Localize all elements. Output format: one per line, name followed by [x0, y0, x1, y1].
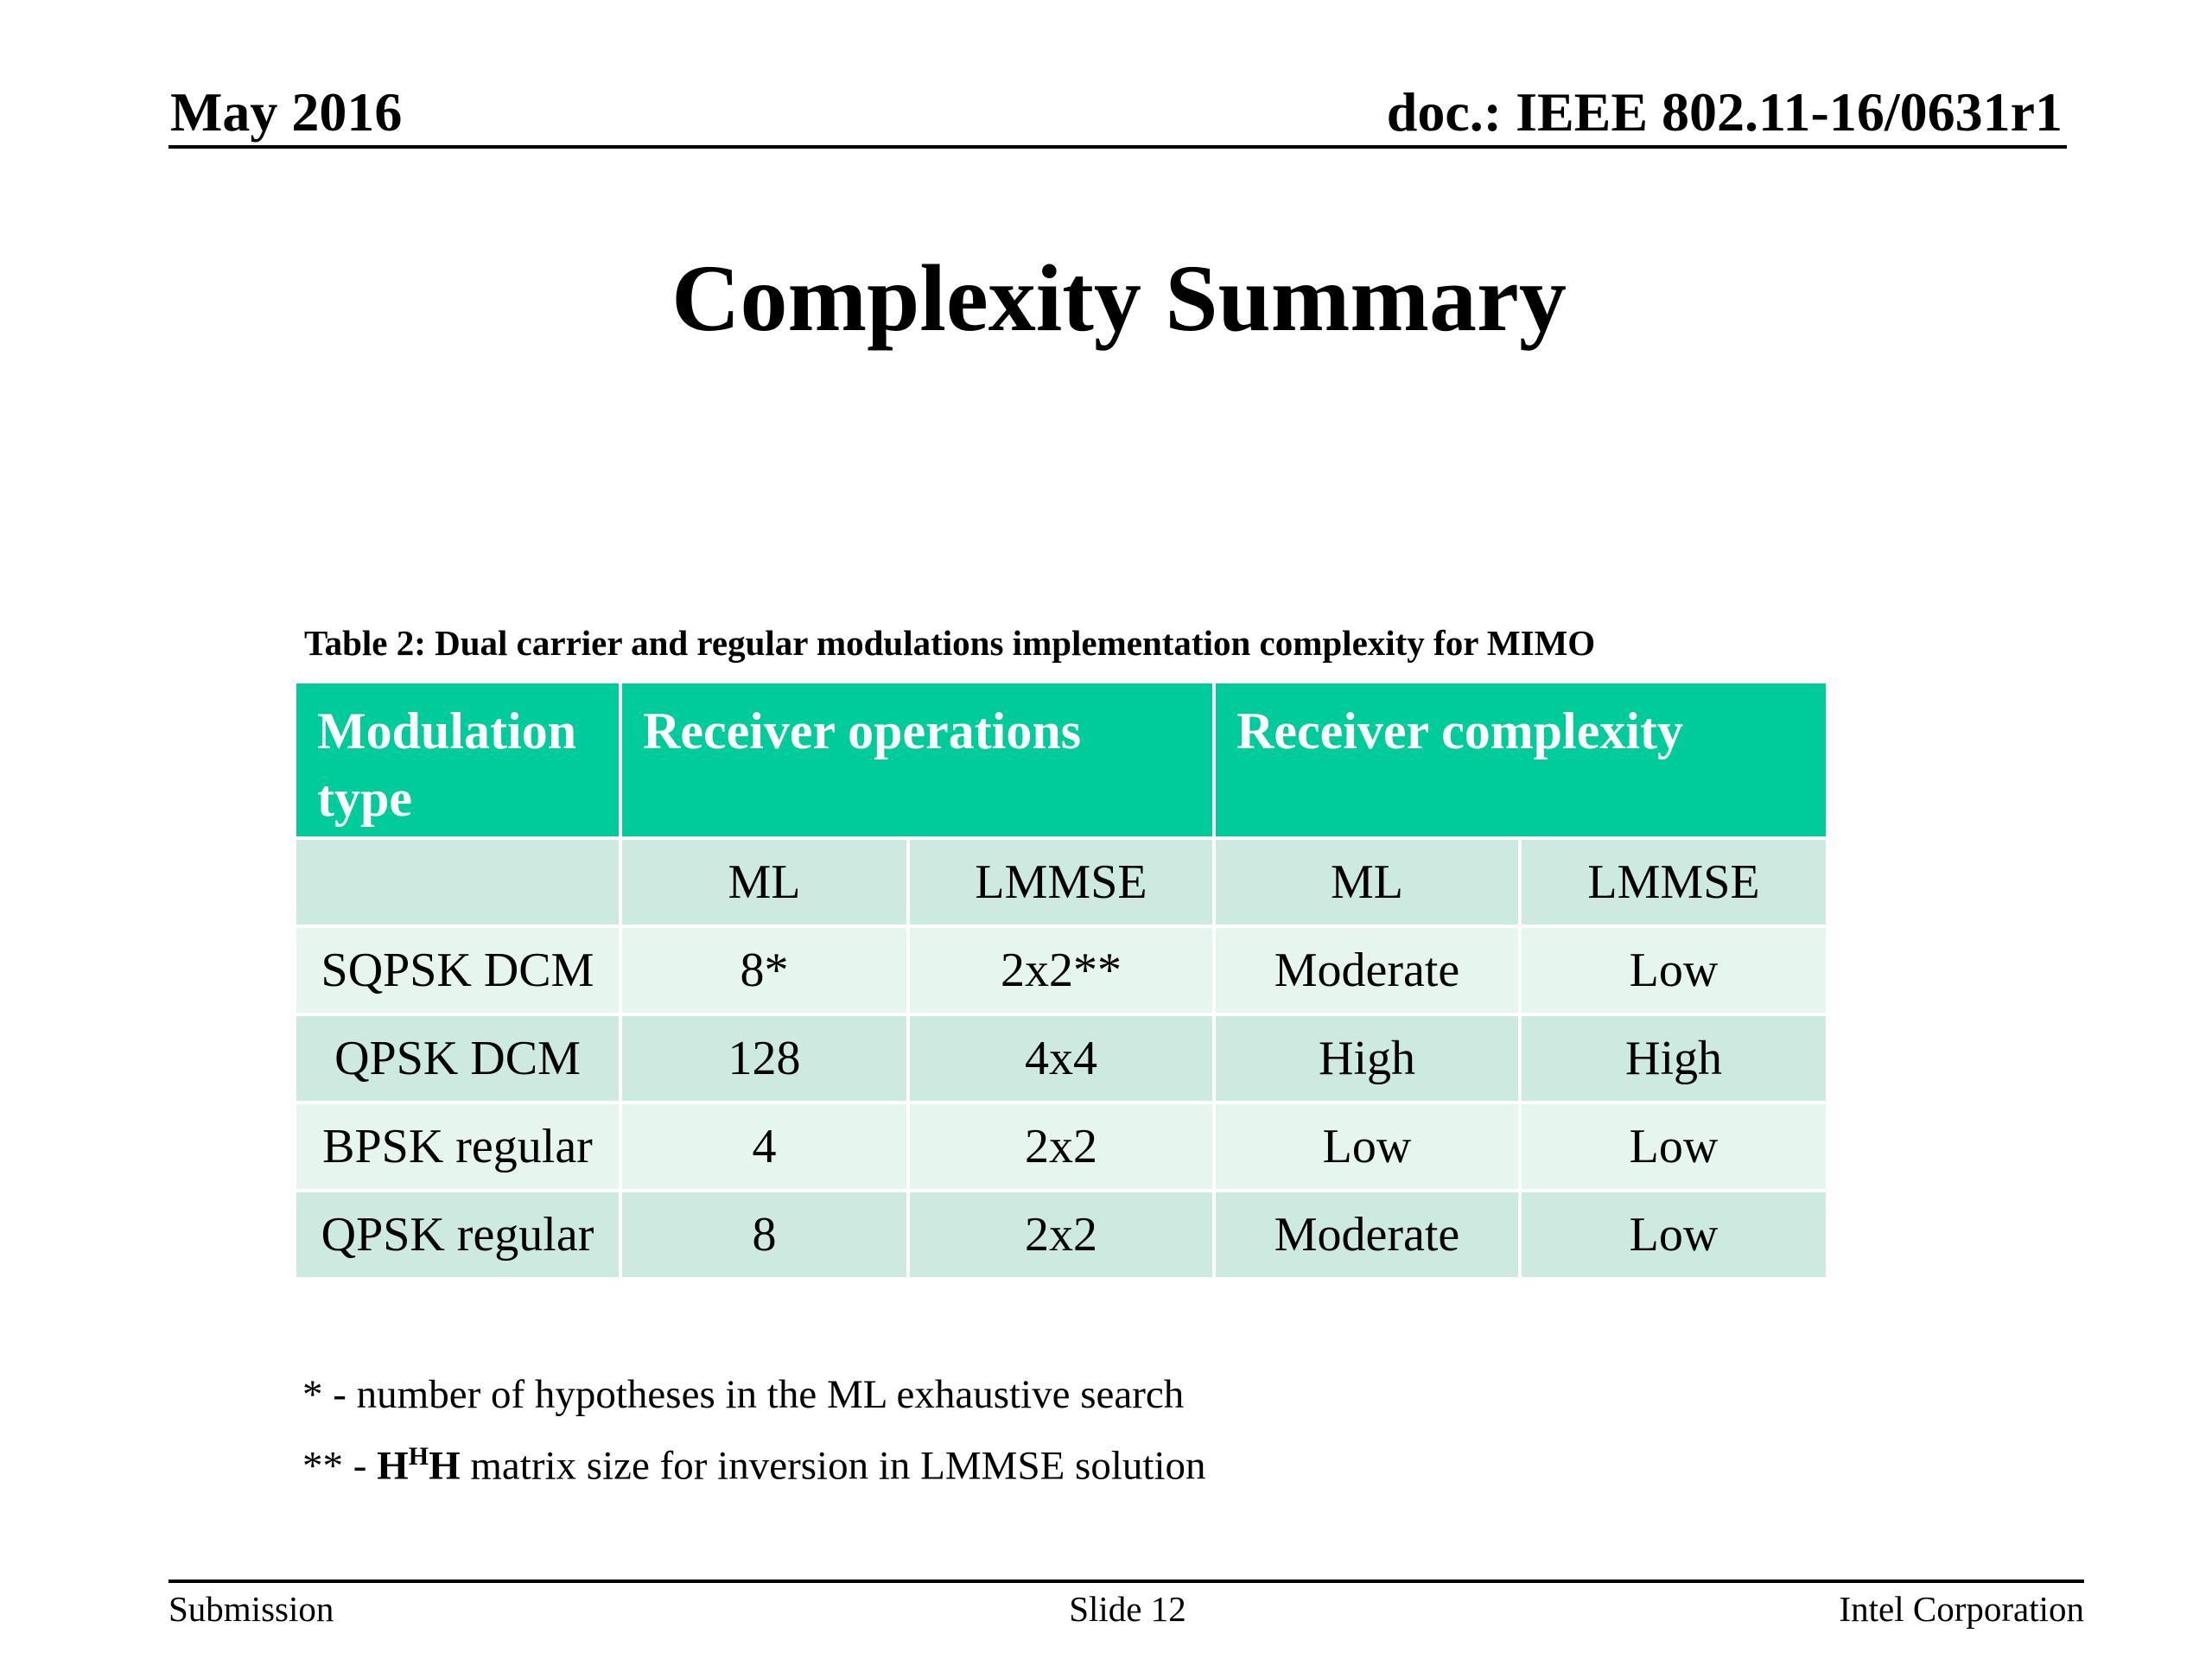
cell-modulation: SQPSK DCM — [295, 926, 620, 1014]
cell-modulation: BPSK regular — [295, 1103, 620, 1191]
subheader-blank — [295, 838, 620, 926]
subheader-ops-lmmse: LMMSE — [908, 838, 1214, 926]
cell-ops-ml: 128 — [620, 1014, 908, 1103]
footer-divider — [168, 1580, 2084, 1583]
subheader-ops-ml: ML — [620, 838, 908, 926]
cell-complexity-ml: Moderate — [1214, 926, 1520, 1014]
matrix-symbol: H — [429, 1443, 461, 1489]
cell-complexity-lmmse: Low — [1520, 926, 1827, 1014]
header-date: May 2016 — [170, 81, 403, 143]
footnote-text: matrix size for inversion in LMMSE solution — [460, 1443, 1206, 1489]
header-receiver-complexity: Receiver complexity — [1214, 682, 1827, 838]
table-caption: Table 2: Dual carrier and regular modulations implementation complexity for MIMO — [304, 623, 1596, 663]
hermitian-superscript: H — [408, 1442, 429, 1471]
table-row — [295, 1103, 1827, 1191]
cell-complexity-ml: High — [1214, 1014, 1520, 1103]
slide-title: Complexity Summary — [671, 245, 1567, 351]
cell-complexity-lmmse: Low — [1520, 1191, 1827, 1279]
header-modulation-type: Modulation type — [295, 682, 620, 838]
cell-ops-lmmse: 2x2 — [908, 1191, 1214, 1279]
header-receiver-operations: Receiver operations — [620, 682, 1214, 838]
header-divider — [168, 145, 2067, 149]
cell-complexity-ml: Moderate — [1214, 1191, 1520, 1279]
footer-submission: Submission — [168, 1589, 334, 1629]
cell-modulation: QPSK regular — [295, 1191, 620, 1279]
cell-ops-lmmse: 4x4 — [908, 1014, 1214, 1103]
cell-ops-ml: 8* — [620, 926, 908, 1014]
cell-complexity-lmmse: Low — [1520, 1103, 1827, 1191]
cell-ops-lmmse: 2x2** — [908, 926, 1214, 1014]
table-header-row — [295, 682, 1827, 838]
subheader-complexity-lmmse: LMMSE — [1520, 838, 1827, 926]
cell-ops-ml: 4 — [620, 1103, 908, 1191]
cell-ops-lmmse: 2x2 — [908, 1103, 1214, 1191]
footnote-hypotheses: * - number of hypotheses in the ML exhaustive search — [302, 1372, 1185, 1417]
cell-modulation: QPSK DCM — [295, 1014, 620, 1103]
footnote-matrix-size — [302, 1426, 1206, 1497]
matrix-symbol: H — [377, 1443, 409, 1489]
cell-complexity-ml: Low — [1214, 1103, 1520, 1191]
footnote-marker: ** - — [302, 1443, 378, 1489]
table-footnotes — [302, 1363, 1206, 1497]
subheader-complexity-ml: ML — [1214, 838, 1520, 926]
table-row — [295, 1191, 1827, 1279]
cell-ops-ml: 8 — [620, 1191, 908, 1279]
table-row — [295, 926, 1827, 1014]
complexity-table — [293, 680, 1829, 1281]
table-row — [295, 1014, 1827, 1103]
header-doc-id: doc.: IEEE 802.11-16/0631r1 — [1386, 81, 2063, 143]
table-subheader-row — [295, 838, 1827, 926]
footer-slide-number: Slide 12 — [1069, 1589, 1186, 1629]
footer-company: Intel Corporation — [1839, 1589, 2084, 1629]
cell-complexity-lmmse: High — [1520, 1014, 1827, 1103]
